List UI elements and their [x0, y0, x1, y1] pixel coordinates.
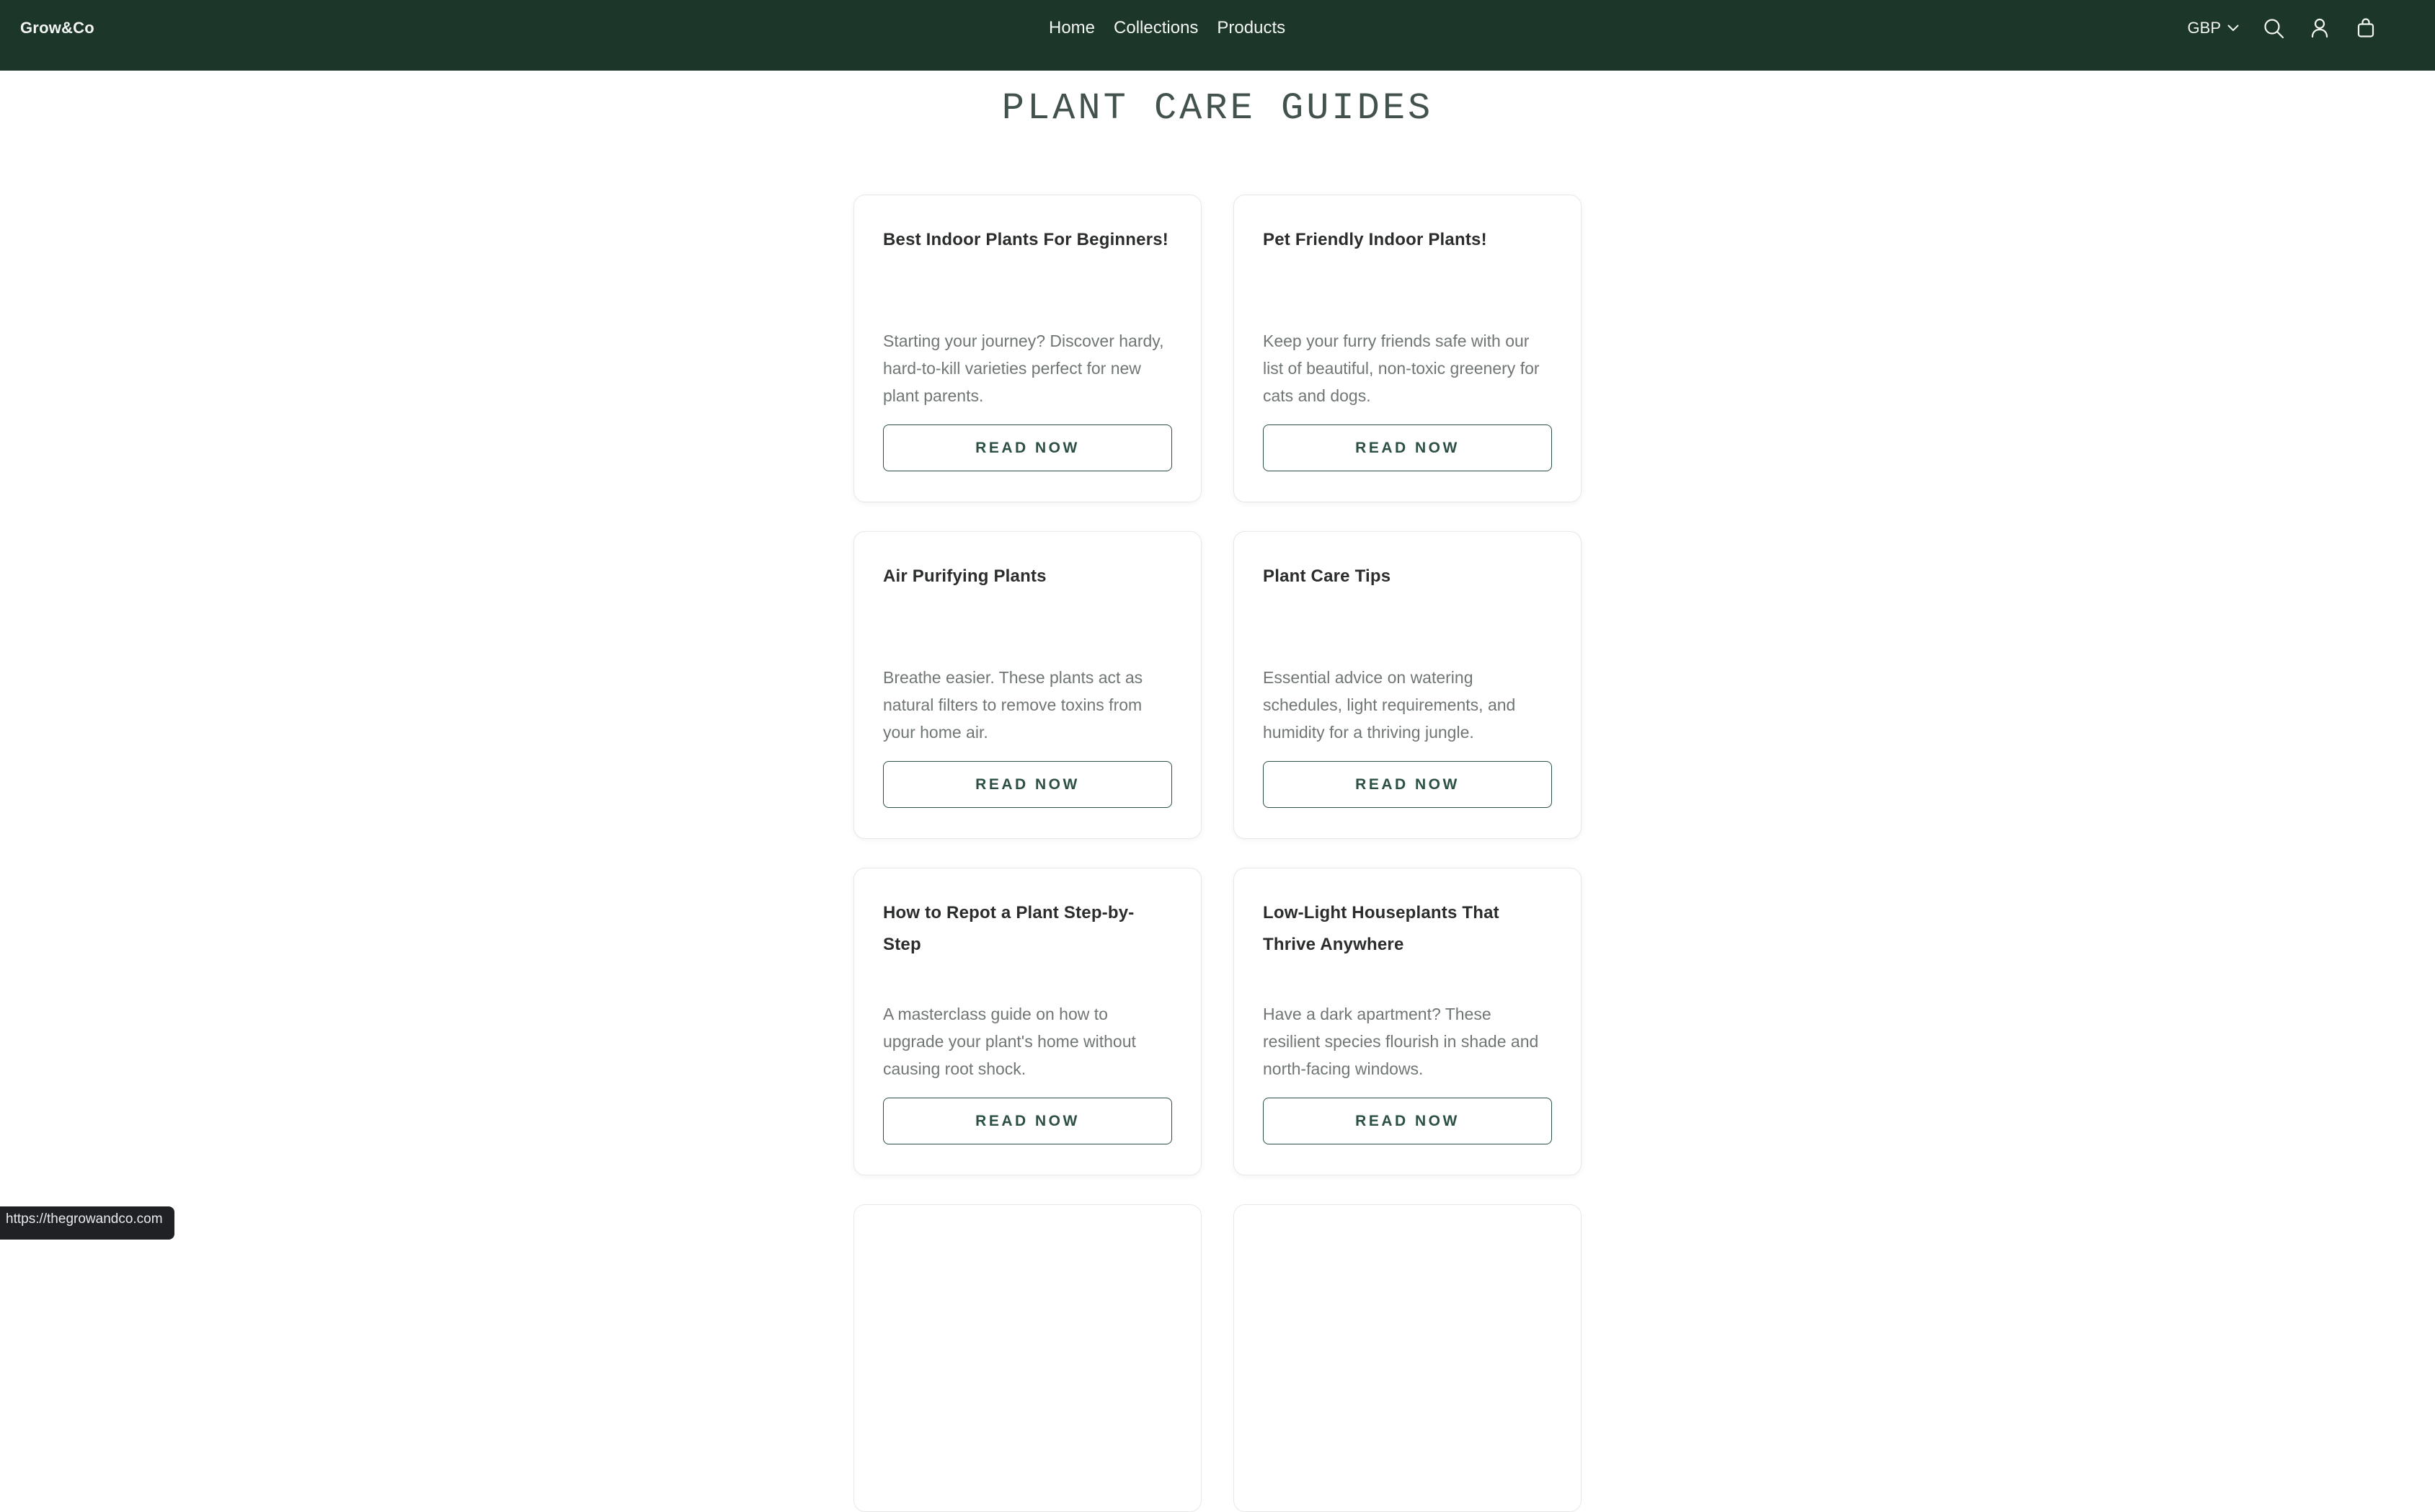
guide-card-description: Keep your furry friends safe with our list of beautiful, non-toxic greenery for cats and dogs.	[1263, 332, 1540, 405]
guide-card-title: Low-Light Houseplants That Thrive Anywhere	[1263, 903, 1499, 954]
guide-card-title: Pet Friendly Indoor Plants!	[1263, 230, 1487, 249]
guide-card-description: Have a dark apartment? These resilient species flourish in shade and north-facing windows.	[1263, 1005, 1539, 1078]
guide-card-pet-friendly	[1233, 195, 1582, 502]
search-icon	[2262, 17, 2285, 40]
site-header	[0, 0, 2435, 71]
read-now-button[interactable]: READ NOW	[883, 761, 1172, 808]
guide-card-beginners	[853, 195, 1202, 502]
guide-card-description: Breathe easier. These plants act as natural filters to remove toxins from your home air.	[883, 668, 1143, 742]
header-actions	[2188, 17, 2377, 40]
shopping-bag-icon	[2354, 17, 2377, 40]
main-nav	[1049, 0, 1285, 56]
guide-card-low-light	[1233, 868, 1582, 1175]
page-title: PLANT CARE GUIDES	[1001, 87, 1434, 130]
cart-button[interactable]	[2354, 17, 2377, 40]
person-icon	[2308, 17, 2331, 40]
guide-card-air-purifying	[853, 531, 1202, 839]
guide-card-partial-right	[1233, 1204, 1582, 1512]
read-now-button[interactable]: READ NOW	[1263, 424, 1552, 471]
nav-link-products[interactable]: Products	[1217, 18, 1286, 37]
guide-grid	[853, 195, 1582, 1512]
chevron-down-icon	[2227, 25, 2239, 32]
link-preview-status-bubble: https://thegrowandco.com	[0, 1206, 174, 1240]
guide-card-description: Starting your journey? Discover hardy, hard-to-kill varieties perfect for new plant parents.	[883, 332, 1164, 405]
guide-card-title: Best Indoor Plants For Beginners!	[883, 230, 1168, 249]
currency-selector[interactable]	[2188, 19, 2239, 37]
read-now-button[interactable]: READ NOW	[883, 1098, 1172, 1144]
main-content	[0, 86, 2435, 1512]
guide-card-description: A masterclass guide on how to upgrade your plant's home without causing root shock.	[883, 1005, 1136, 1078]
search-button[interactable]	[2262, 17, 2285, 40]
currency-value: GBP	[2187, 19, 2221, 37]
guide-card-care-tips	[1233, 531, 1582, 839]
guide-card-repot	[853, 868, 1202, 1175]
guide-card-description: Essential advice on watering schedules, light requirements, and humidity for a thriving jungle.	[1263, 668, 1516, 742]
guide-card-title: Air Purifying Plants	[883, 566, 1047, 586]
guide-card-title: Plant Care Tips	[1263, 566, 1391, 586]
read-now-button[interactable]: READ NOW	[1263, 1098, 1552, 1144]
read-now-button[interactable]: READ NOW	[1263, 761, 1552, 808]
nav-link-collections[interactable]: Collections	[1114, 18, 1199, 37]
read-now-button[interactable]: READ NOW	[883, 424, 1172, 471]
guide-card-title: How to Repot a Plant Step-by-Step	[883, 903, 1135, 954]
brand-logo[interactable]: Grow&Co	[20, 19, 94, 37]
nav-link-home[interactable]: Home	[1049, 18, 1096, 37]
guide-card-partial-left	[853, 1204, 1202, 1512]
account-button[interactable]	[2308, 17, 2331, 40]
